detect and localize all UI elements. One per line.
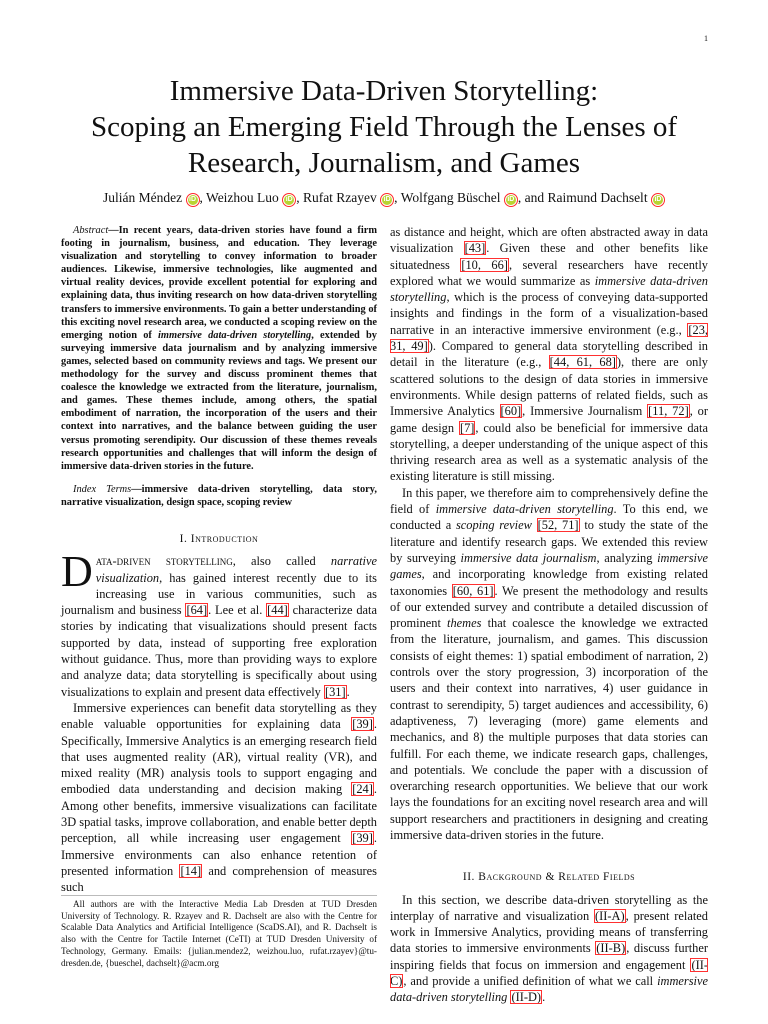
citation-link[interactable]: [10, 66]: [461, 257, 508, 272]
body-text: . Lee et al.: [208, 603, 267, 618]
emphasis-text: themes: [447, 616, 482, 631]
citation-link[interactable]: [64]: [186, 603, 208, 618]
author-name: Julián Méndez: [103, 190, 183, 205]
body-text: , several researchers have recently explored what we would summarize as: [390, 257, 708, 288]
title-line-3: Research, Journalism, and Games: [187, 147, 581, 179]
body-text: In this paper, we therefore aim to comprehensively define the field of: [390, 485, 708, 517]
intro-paragraph-1: [61, 547, 377, 700]
citation-link[interactable]: [24]: [352, 782, 373, 797]
body-text: [532, 518, 537, 532]
body-text: .: [542, 990, 546, 1005]
orcid-icon[interactable]: iD: [285, 196, 293, 203]
body-text: In this section, we describe data-driven storytelling as the interplay of narrative and visualization: [390, 892, 708, 923]
citation-link[interactable]: [23, 31, 49]: [390, 322, 708, 354]
title-line-2: Scoping an Emerging Field Through the Lenses of: [90, 111, 678, 143]
intro-paragraph-2: [61, 700, 377, 896]
author-name: Weizhou Luo: [206, 190, 279, 205]
body-text: , or game design: [390, 404, 708, 435]
footnote-text: All authors are with the Interactive Media Lab Dresden at TUD Dresden University of Technology. R. Rzayev and R. Dachselt are also with the Centre for Scalable Data Analytics and Artificial Intelligence (ScaDS.AI), and R. Dachselt is also with the Centre for Tactile Internet (CeTI) at TUD Dresden University of Technology, Germany. Emails: {julian.mendez2, weizhou.luo, rufat.rzayev}@tu-dresden.de, {bueschel, dachselt}@acm.org: [61, 899, 377, 968]
page-number: 1: [704, 34, 708, 43]
citation-link[interactable]: [44]: [267, 603, 288, 618]
citation-link[interactable]: [7]: [459, 420, 475, 435]
author-name: and Raimund Dachselt: [524, 190, 648, 205]
paper-title: [40, 73, 728, 181]
index-terms: [61, 483, 377, 509]
abstract-text: , extended by surveying immersive data journalism and by analyzing immersive games, selected based on community reviews and tags. We present our methodology for the survey and discuss prominent themes that coalesce the knowledge we extracted from the literature, journalism, and games. These themes include, among others, the spatial embodiment of narration, the incorporation of the users and their context into narratives, and the balance between guiding the user versus promoting serendipity. Our discussion of these themes reveals research opportunities and challenges that will inform the design of immersive data-driven stories in the future.: [61, 329, 377, 472]
citation-link[interactable]: [14]: [180, 863, 202, 878]
author-list: [40, 189, 728, 207]
index-terms-label: Index Terms: [73, 483, 132, 495]
body-text: and comprehension of measures such: [61, 863, 378, 895]
section-link[interactable]: (II-C): [390, 957, 708, 989]
body-text: , also called: [232, 554, 331, 569]
section-link[interactable]: (II-D): [511, 990, 542, 1005]
author-separator: ,: [296, 190, 300, 205]
citation-link[interactable]: [60]: [500, 404, 522, 419]
intro-paragraph-4: [390, 485, 708, 844]
footnote: [61, 895, 377, 969]
drop-cap: D: [61, 547, 93, 597]
body-text: , Immersive Journalism: [522, 404, 648, 419]
section-name: Background & Related Fields: [478, 871, 636, 884]
section-link[interactable]: (II-B): [596, 941, 626, 956]
emphasis-text: narrative visualization: [95, 554, 377, 585]
body-text: as distance and height, which are often abstracted away in data visualization: [390, 225, 708, 256]
emphasis-text: immersive data-driven storytelling: [390, 974, 708, 1005]
body-text: , analyzing: [596, 550, 658, 565]
section-heading-background: [390, 869, 708, 885]
lead-words: ata-driven storytelling: [95, 554, 233, 569]
section-number: I.: [179, 532, 191, 545]
abstract-label: Abstract: [73, 225, 109, 236]
index-terms-dash: —: [131, 483, 142, 495]
body-text: , discuss further inspiring fields that focus on immersion and engagement: [390, 941, 708, 972]
citation-link[interactable]: [39]: [352, 831, 373, 846]
citation-link[interactable]: [39]: [352, 717, 373, 732]
author-name: Wolfgang Büschel: [400, 190, 501, 205]
author-separator: ,: [199, 190, 203, 205]
background-paragraph-1: [390, 892, 708, 1006]
orcid-icon[interactable]: iD: [189, 196, 197, 203]
section-background: [390, 869, 708, 1005]
title-line-1: Immersive Data-Driven Storytelling:: [169, 75, 599, 107]
body-text: . Given these and other benefits like situatedness: [390, 241, 708, 272]
body-text: , and incorporating knowledge from existing related taxonomies: [390, 567, 708, 598]
citation-link[interactable]: [43]: [464, 241, 486, 256]
orcid-icon[interactable]: iD: [507, 196, 515, 203]
citation-link[interactable]: [60, 61]: [452, 583, 494, 598]
body-text: , present related work in Immersive Analytics, providing means of transferring data stories to immersive environments: [390, 908, 708, 956]
section-link[interactable]: (II-A): [595, 908, 625, 923]
emphasis-text: immersive data-driven storytelling: [435, 502, 614, 517]
section-heading-introduction: [61, 531, 377, 547]
section-name: Introduction: [190, 532, 259, 545]
abstract: [61, 224, 377, 473]
body-text: , and provide a unified definition of what we call: [403, 974, 658, 989]
abstract-emphasis: immersive data-driven storytelling: [158, 329, 312, 341]
emphasis-text: scoping review: [455, 518, 532, 533]
citation-link[interactable]: [44, 61, 68]: [549, 355, 616, 370]
body-text: ), there are only scattered solutions to the design of data stories in immersive environments. While design patterns of related fields, such as Immersive Analytics: [390, 355, 708, 419]
body-text: Immersive experiences can benefit data storytelling as they enable valuable opportunities for explaining data: [61, 700, 377, 732]
body-text: characterize data stories by indicating that visualizations should present facts supported by data, instead of supporting free exploration without guidance. Thus, more than providing ways to explore and analyze data; data storytelling is specifically about using visualizations to explain and present data effectively: [61, 603, 377, 699]
section-number: II.: [462, 871, 479, 884]
body-text: to study the state of the literature and identify research gaps. We extended this review by surveying: [390, 518, 708, 565]
abstract-text: In recent years, data-driven stories have found a firm footing in journalism, business, and education. They leverage visualization and storytelling to convey information to broader audiences. Likewise, immersive technologies, like augmented and virtual reality devices, provide excellent potential for exploring and explaining data, thus inviting research on how data-driven storytelling transfers to immersive environments. To gain a better understanding of this exciting novel research area, we conducted a scoping review on the emerging notion of: [61, 225, 377, 341]
index-terms-text: immersive data-driven storytelling, data story, narrative visualization, design space, scoping review: [61, 483, 377, 508]
body-text: . To this end, we conducted a: [390, 502, 708, 533]
body-text: , which is the process of conveying data-supported insights and findings in the form of a visualization-based narrative in an interactive immersive environment (e.g.,: [390, 290, 708, 337]
author-separator: ,: [517, 190, 522, 205]
author-name: Rufat Rzayev: [302, 190, 377, 205]
right-column: [390, 224, 708, 1006]
body-text: .: [346, 684, 350, 699]
citation-link[interactable]: [52, 71]: [537, 518, 579, 533]
body-text: , has gained interest recently due to its increasing use in various communities, such as journalism and business: [61, 570, 377, 618]
citation-link[interactable]: [11, 72]: [648, 404, 689, 419]
body-text: . Specifically, Immersive Analytics is an emerging research field that uses augmented reality (AR), virtual reality (VR), and mixed reality (MR) analysis tools to support engaging and embodied data understanding and decision making: [61, 717, 377, 797]
body-text: , could also be beneficial for immersive data storytelling, a deeper understanding of the unique aspect of this thriving research area as well as a systematic analysis of the existing literature is still missing.: [390, 420, 708, 484]
emphasis-text: immersive data journalism: [460, 550, 597, 565]
emphasis-text: immersive games: [390, 550, 708, 582]
body-text: that coalesce the knowledge we extracted from the literature, journalism, and games. This discussion consists of eight themes: 1) spatial embodiment of narration, 2) controls over the story progression, 3) incorporation of the users and their context into narratives, 4) user guidance in contrast to serendipity, 5) target audiences and accessibility, 6) adaptiveness, 7) leveraging (more) game elements and mechanics, and 8) the multiple purposes that data stories can fulfill. For each theme, we indicate research gaps, challenges, and potentials. We conclude the paper with a discussion of overarching research opportunities. We believe that our work lays the foundations for an exciting novel research area and will support researchers and practitioners in designing and creating immersive data-driven stories in the future.: [390, 616, 708, 842]
intro-paragraph-3: [390, 224, 708, 485]
body-text: . We present the methodology and results of our extended survey and contribute a detailed discussion of prominent: [390, 583, 708, 631]
orcid-icon[interactable]: iD: [383, 196, 391, 203]
citation-link[interactable]: [31]: [324, 684, 346, 699]
body-text: . Among other benefits, immersive visualizations can facilitate 3D spatial tasks, improve collaboration, and enable better depth perception, all while increasing user engagement: [61, 782, 377, 846]
orcid-icon[interactable]: iD: [654, 196, 662, 203]
left-column: [61, 224, 377, 896]
body-text: . Immersive environments can also enhance retention of presented information: [61, 831, 377, 878]
body-text: ). Compared to general data storytelling described in detail in the literature (e.g.,: [390, 339, 709, 370]
emphasis-text: immersive data-driven storytelling: [390, 273, 708, 305]
author-separator: ,: [394, 190, 398, 205]
abstract-dash: —: [108, 225, 119, 236]
